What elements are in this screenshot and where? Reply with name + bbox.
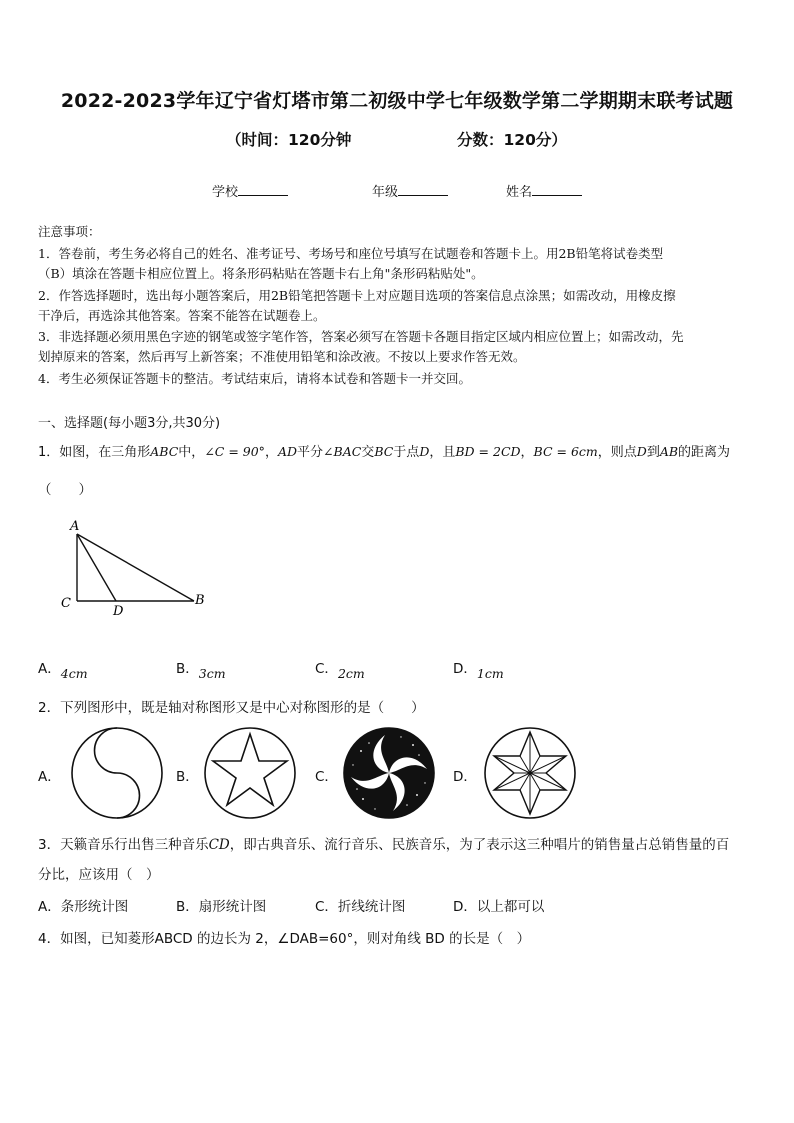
q2-option-d-label[interactable]: D． xyxy=(453,769,477,785)
exam-title: 2022-2023学年辽宁省灯塔市第二初级中学七年级数学第二学期期末联考试题 xyxy=(60,90,734,112)
label-d: D xyxy=(113,604,124,619)
note-line: 划掉原来的答案，然后再写上新答案；不准使用铅笔和涂改液。不按以上要求作答无效。 xyxy=(38,349,526,364)
note-line: 4．考生必须保证答题卡的整洁。考试结束后，请将本试卷和答题卡一并交回。 xyxy=(38,371,471,386)
label-b: B xyxy=(195,593,205,608)
section-heading: 一、选择题(每小题3分,共30分) xyxy=(38,416,221,431)
label-c: C xyxy=(61,596,71,611)
note-line: 干净后，再选涂其他答案。答案不能答在试题卷上。 xyxy=(38,308,326,323)
q3-option-c[interactable]: C．折线统计图 xyxy=(315,899,406,915)
pinwheel-figure[interactable] xyxy=(341,725,437,821)
question-3-line2: 分比，应该用（ ） xyxy=(38,867,160,883)
note-line: 2．作答选择题时，选出每小题答案后，用2B铅笔把答题卡上对应题目选项的答案信息点涂黑；如需改动，用橡皮擦 xyxy=(38,288,676,303)
time-label: （时间：120分钟 xyxy=(226,131,352,149)
notes-heading: 注意事项： xyxy=(38,224,101,239)
q2-option-c-label[interactable]: C． xyxy=(315,769,338,785)
note-line: （B）填涂在答题卡相应位置上。将条形码粘贴在答题卡右上角"条形码粘贴处"。 xyxy=(38,266,484,281)
q3-option-b[interactable]: B．扇形统计图 xyxy=(176,899,267,915)
q2-option-a-label[interactable]: A． xyxy=(38,769,61,785)
score-label: 分数：120分） xyxy=(457,131,567,149)
q3-option-a[interactable]: A．条形统计图 xyxy=(38,899,129,915)
q2-option-b-label[interactable]: B． xyxy=(176,769,199,785)
yin-yang-figure[interactable] xyxy=(69,726,165,820)
q1-option-d[interactable]: D．1cm xyxy=(453,661,504,681)
grade-label: 年级 xyxy=(372,185,399,200)
question-3-text: 3．天籁音乐行出售三种音乐CD，即古典音乐、流行音乐、民族音乐，为了表示这三种唱片的销售量占总销售量的百 xyxy=(38,837,730,853)
six-point-star-figure[interactable] xyxy=(482,726,578,820)
school-label: 学校 xyxy=(212,185,239,200)
question-4-text: 4．如图，已知菱形ABCD 的边长为 2，∠DAB=60°，则对角线 BD 的长是（ ） xyxy=(38,931,531,947)
q3-option-d[interactable]: D．以上都可以 xyxy=(453,899,545,915)
note-line: 3．非选择题必须用黑色字迹的钢笔或签字笔作答，答案必须写在答题卡各题目指定区域内相应位置上；如需改动，先 xyxy=(38,329,684,344)
question-1-text: 1．如图，在三角形ABC中，∠C = 90°，AD平分∠BAC交BC于点D，且BD = 2CD，BC = 6cm，则点D到AB的距离为 xyxy=(38,444,731,460)
label-a: A xyxy=(70,519,80,534)
question-2-text: 2．下列图形中，既是轴对称图形又是中心对称图形的是（ ） xyxy=(38,700,425,716)
question-1-paren: （ ） xyxy=(38,482,92,498)
q1-option-c[interactable]: C．2cm xyxy=(315,661,365,681)
note-line: 1．答卷前，考生务必将自己的姓名、准考证号、考场号和座位号填写在试题卷和答题卡上。用2B铅笔将试卷类型 xyxy=(38,246,664,261)
q1-option-b[interactable]: B．3cm xyxy=(176,661,226,681)
q1-option-a[interactable]: A．4cm xyxy=(38,661,88,681)
name-label: 姓名 xyxy=(506,185,533,200)
star-in-circle-figure[interactable] xyxy=(203,726,297,820)
